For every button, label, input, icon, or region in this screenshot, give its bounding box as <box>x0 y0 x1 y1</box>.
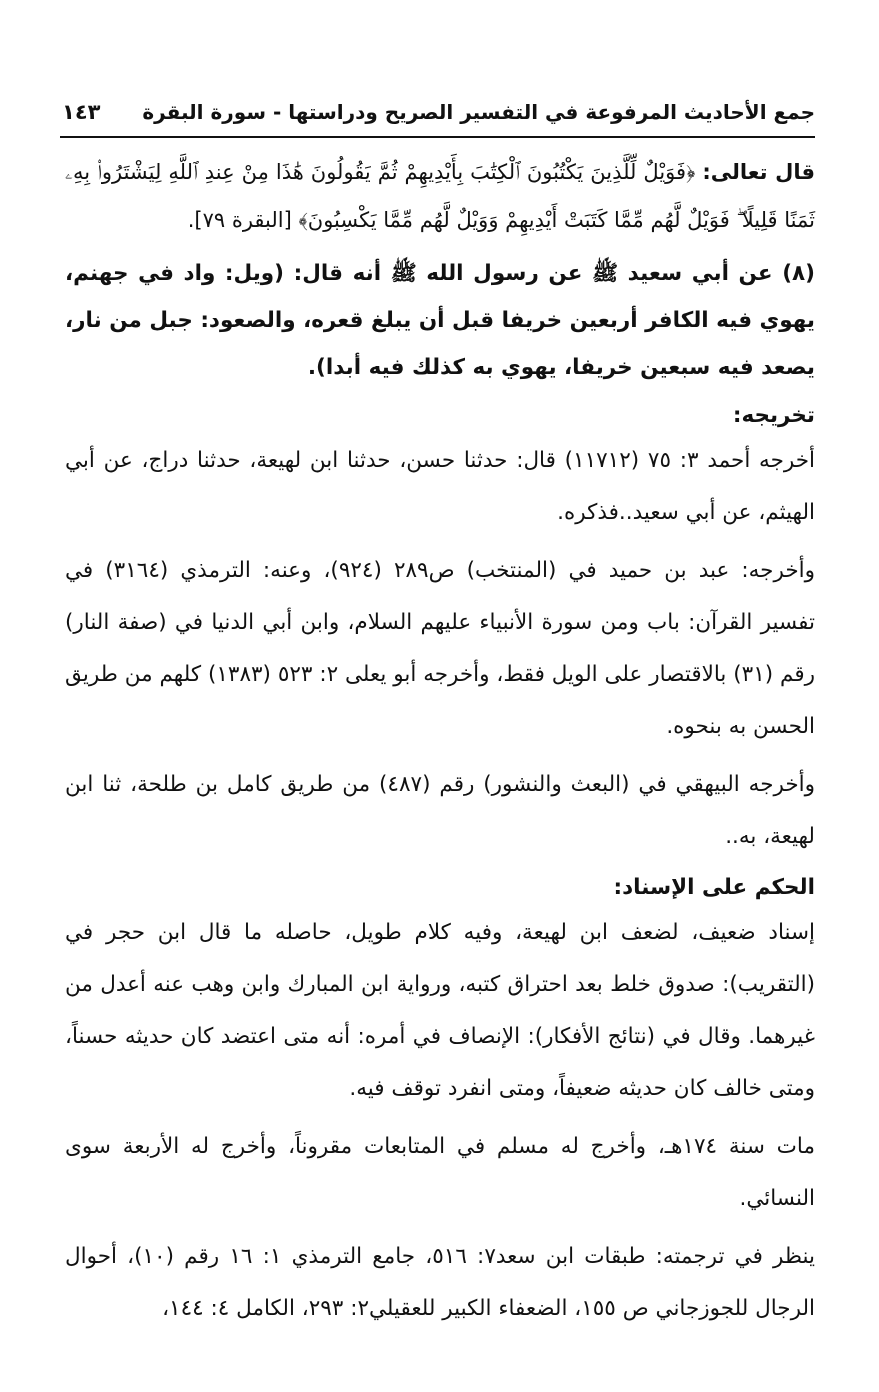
page-body <box>65 148 815 1341</box>
hukm-paragraph-1: إسناد ضعيف، لضعف ابن لهيعة، وفيه كلام طويل، حاصله ما قال ابن حجر في (التقريب): صدوق خلط بعد احتراق كتبه، ورواية ابن المبارك وابن وهب عنه أعدل من غيرهما. وقال في (نتائج الأفكار): الإنصاف في أمره: أنه متى اعتضد كان حديثه حسناً، ومتى خالف كان حديثه ضعيفاً، ومتى انفرد توقف فيه. <box>65 920 815 1101</box>
hadith-text: (٨) عن أبي سعيد ﷺ عن رسول الله ﷺ أنه قال: (ويل: واد في جهنم، يهوي فيه الكافر أربعين خريفا قبل أن يبلغ قعره، والصعود: جبل من نار، يصعد فيه سبعين خريفا، يهوي به كذلك فيه أبدا). <box>65 261 815 380</box>
takhrij-paragraph-3: وأخرجه البيهقي في (البعث والنشور) رقم (٤٨٧) من طريق كامل بن طلحة، ثنا ابن لهيعة، به.. <box>65 772 815 849</box>
quran-intro: قال تعالى: <box>702 160 815 184</box>
takhrij-paragraph-1: أخرجه أحمد ٣: ٧٥ (١١٧١٢) قال: حدثنا حسن، حدثنا ابن لهيعة، حدثنا دراج، عن أبي الهيثم، عن أبي سعيد..فذكره. <box>65 448 816 525</box>
takhrij-heading: تخريجه: <box>732 403 815 428</box>
hukm-paragraph-3: ينظر في ترجمته: طبقات ابن سعد٧: ٥١٦، جامع الترمذي ١: ١٦ رقم (١٠)، أحوال الرجال للجوزجاني ص ١٥٥، الضعفاء الكبير للعقيلي٢: ٢٩٣، الكامل ٤: ١٤٤، <box>65 1244 816 1321</box>
quran-verse: ﴿فَوَيْلٌ لِّلَّذِينَ يَكْتُبُونَ ٱلْكِتَٰبَ بِأَيْدِيهِمْ ثُمَّ يَقُولُونَ هَٰذَا مِنْ عِندِ ٱللَّهِ لِيَشْتَرُوا۟ بِهِۦ ثَمَنًا قَلِيلًا ۖ فَوَيْلٌ لَّهُم مِّمَّا كَتَبَتْ أَيْدِيهِمْ وَوَيْلٌ لَّهُم مِّمَّا يَكْسِبُونَ﴾ <box>65 160 815 232</box>
page-number: ١٤٣ <box>62 100 101 124</box>
hukm-paragraph-2: مات سنة ١٧٤هـ، وأخرج له مسلم في المتابعات مقروناً، وأخرج له الأربعة سوى النسائي. <box>65 1134 815 1211</box>
running-title: جمع الأحاديث المرفوعة في التفسير الصريح ودراستها - سورة البقرة <box>142 100 815 124</box>
quran-reference: [البقرة ٧٩]. <box>187 208 292 232</box>
hukm-heading: الحكم على الإسناد: <box>613 875 815 900</box>
running-header <box>60 96 815 138</box>
takhrij-paragraph-2: وأخرجه: عبد بن حميد في (المنتخب) ص٢٨٩ (٩٢٤)، وعنه: الترمذي (٣١٦٤) في تفسير القرآن: باب ومن سورة الأنبياء عليهم السلام، وابن أبي الدنيا في (صفة النار) رقم (٣١) بالاقتصار على الويل فقط، وأخرجه أبو يعلى ٢: ٥٢٣ (١٣٨٣) كلهم من طريق الحسن به بنحوه. <box>65 558 815 739</box>
quran-citation <box>65 148 815 244</box>
